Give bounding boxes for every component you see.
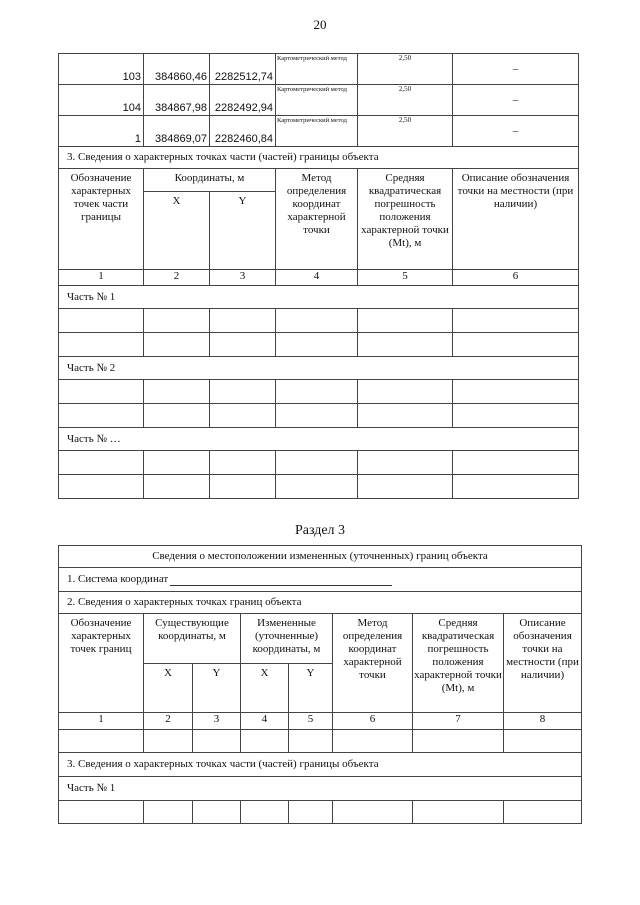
column-numbers-row xyxy=(59,713,582,730)
header-mt: Средняя квадратическая погрешность положения характерной точки (Mt), м xyxy=(358,169,453,270)
col-number: 5 xyxy=(358,270,453,286)
header-changed-coordinates: Измененные (уточненные) координаты, м xyxy=(241,614,333,664)
table-row xyxy=(59,333,579,357)
part-label: Часть № 1 xyxy=(59,777,582,801)
description: – xyxy=(453,54,579,85)
col-number: 1 xyxy=(59,270,144,286)
table-row xyxy=(59,85,579,116)
header-existing-coordinates: Существующие координаты, м xyxy=(144,614,241,664)
header-x: X xyxy=(241,664,289,713)
method: Картометрический метод xyxy=(276,85,358,116)
col-number: 2 xyxy=(144,270,210,286)
col-number: 8 xyxy=(504,713,582,730)
section-3-title: 3. Сведения о характерных точках части (частей) границы объекта xyxy=(59,753,582,777)
coord-x: 384867,98 xyxy=(144,85,210,116)
table-changed-boundaries xyxy=(58,545,582,824)
coord-y: 2282492,94 xyxy=(210,85,276,116)
header-x: X xyxy=(144,664,193,713)
table-part-points xyxy=(58,53,579,499)
header-x: X xyxy=(144,192,210,270)
part-label: Часть № 2 xyxy=(59,357,579,380)
coord-y: 2282512,74 xyxy=(210,54,276,85)
section-2-title: 2. Сведения о характерных точках границ объекта xyxy=(59,592,582,614)
mt-value: 2,50 xyxy=(358,54,453,85)
table-row xyxy=(59,404,579,428)
coordinate-system-label: 1. Система координат xyxy=(67,573,169,585)
section-3-title: 3. Сведения о характерных точках части (частей) границы объекта xyxy=(59,147,579,169)
col-number: 4 xyxy=(276,270,358,286)
coord-y: 2282460,84 xyxy=(210,116,276,147)
point-number: 104 xyxy=(59,85,144,116)
col-number: 2 xyxy=(144,713,193,730)
col-number: 5 xyxy=(289,713,333,730)
column-numbers-row xyxy=(59,270,579,286)
page-number: 20 xyxy=(313,17,327,32)
part-label: Часть № 1 xyxy=(59,286,579,309)
header-coordinates: Координаты, м xyxy=(144,169,276,192)
table-row xyxy=(59,801,582,824)
header-description: Описание обозначения точки на местности (при наличии) xyxy=(453,169,579,270)
description: – xyxy=(453,85,579,116)
col-number: 6 xyxy=(333,713,413,730)
method: Картометрический метод xyxy=(276,54,358,85)
table-row xyxy=(59,54,579,85)
table-row xyxy=(59,451,579,475)
section-heading: Раздел 3 xyxy=(294,523,346,538)
header-method: Метод определения координат характерной точки xyxy=(276,169,358,270)
col-number: 3 xyxy=(210,270,276,286)
mt-value: 2,50 xyxy=(358,85,453,116)
description: – xyxy=(453,116,579,147)
point-number: 103 xyxy=(59,54,144,85)
header-description: Описание обозначения точки на местности (при наличии) xyxy=(504,614,582,713)
col-number: 1 xyxy=(59,713,144,730)
method: Картометрический метод xyxy=(276,116,358,147)
header-point-designation: Обозначение характерных точек части границы xyxy=(59,169,144,270)
point-number: 1 xyxy=(59,116,144,147)
table-row xyxy=(59,380,579,404)
coord-x: 384869,07 xyxy=(144,116,210,147)
part-label: Часть № … xyxy=(59,428,579,451)
header-y: Y xyxy=(210,192,276,270)
header-mt: Средняя квадратическая погрешность положения характерной точки (Mt), м xyxy=(413,614,504,713)
coord-x: 384860,46 xyxy=(144,54,210,85)
table-title: Сведения о местоположении измененных (уточненных) границ объекта xyxy=(59,546,582,568)
table-row xyxy=(59,730,582,753)
header-method: Метод определения координат характерной точки xyxy=(333,614,413,713)
table-row xyxy=(59,116,579,147)
col-number: 4 xyxy=(241,713,289,730)
table-row xyxy=(59,475,579,499)
mt-value: 2,50 xyxy=(358,116,453,147)
coordinate-system-row xyxy=(59,568,582,592)
header-y: Y xyxy=(289,664,333,713)
col-number: 7 xyxy=(413,713,504,730)
col-number: 6 xyxy=(453,270,579,286)
col-number: 3 xyxy=(193,713,241,730)
header-y: Y xyxy=(193,664,241,713)
table-row xyxy=(59,309,579,333)
coordinate-system-blank[interactable] xyxy=(170,573,392,586)
header-point-designation: Обозначение характерных точек границ xyxy=(59,614,144,713)
